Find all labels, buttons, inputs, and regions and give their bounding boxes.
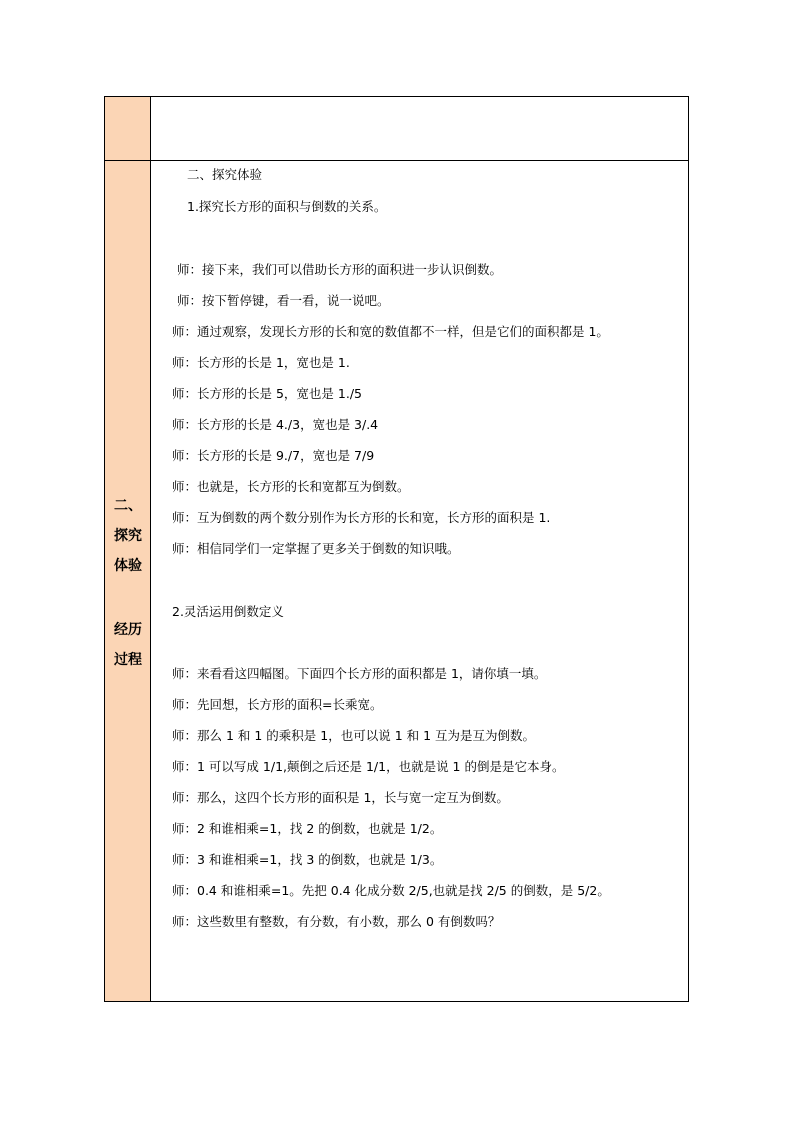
paragraph: 师：0.4 和谁相乘=1。先把 0.4 化成分数 2/5,也就是找 2/5 的倒数，是 5/2。 — [172, 883, 610, 898]
paragraph: 师：通过观察，发现长方形的长和宽的数值都不一样，但是它们的面积都是 1。 — [172, 324, 609, 339]
paragraph: 师：互为倒数的两个数分别作为长方形的长和宽，长方形的面积是 1. — [172, 510, 551, 525]
paragraph: 师：长方形的长是 9./7，宽也是 7/9 — [172, 448, 375, 463]
section-label-number: 二、 — [114, 498, 142, 514]
subsection-title-2: 2.灵活运用倒数定义 — [172, 604, 284, 619]
paragraph: 师：相信同学们一定掌握了更多关于倒数的知识哦。 — [172, 541, 460, 556]
section-label-column — [105, 97, 151, 1001]
paragraph: 师：接下来，我们可以借助长方形的面积进一步认识倒数。 — [177, 262, 503, 277]
paragraph: 师：2 和谁相乘=1，找 2 的倒数，也就是 1/2。 — [172, 821, 443, 836]
section-label-word2: 体验 — [114, 558, 142, 574]
paragraph: 师：长方形的长是 5，宽也是 1./5 — [172, 386, 362, 401]
paragraph: 师：1 可以写成 1/1,颠倒之后还是 1/1，也就是说 1 的倒是是它本身。 — [172, 759, 565, 774]
paragraph: 师：3 和谁相乘=1，找 3 的倒数，也就是 1/3。 — [172, 852, 443, 867]
paragraph: 师：来看看这四幅图。下面四个长方形的面积都是 1，请你填一填。 — [172, 666, 547, 681]
paragraph: 师：也就是，长方形的长和宽都互为倒数。 — [172, 479, 410, 494]
paragraph: 师：先回想，长方形的面积=长乘宽。 — [172, 697, 383, 712]
paragraph: 师：按下暂停键，看一看，说一说吧。 — [177, 293, 390, 308]
section-heading: 二、探究体验 — [187, 167, 263, 182]
subsection-title-1: 1.探究长方形的面积与倒数的关系。 — [187, 199, 387, 214]
paragraph: 师：那么，这四个长方形的面积是 1，长与宽一定互为倒数。 — [172, 790, 509, 805]
section-label-word1: 探究 — [114, 528, 142, 544]
row-divider — [105, 160, 688, 161]
paragraph: 师：长方形的长是 1，宽也是 1. — [172, 355, 350, 370]
paragraph: 师：那么 1 和 1 的乘积是 1，也可以说 1 和 1 互为是互为倒数。 — [172, 728, 536, 743]
paragraph: 师：这些数里有整数，有分数，有小数，那么 0 有倒数吗？ — [172, 914, 501, 929]
paragraph: 师：长方形的长是 4./3，宽也是 3/.4 — [172, 417, 379, 432]
section-label-word3: 经历 — [114, 622, 142, 638]
section-label-word4: 过程 — [114, 652, 142, 668]
